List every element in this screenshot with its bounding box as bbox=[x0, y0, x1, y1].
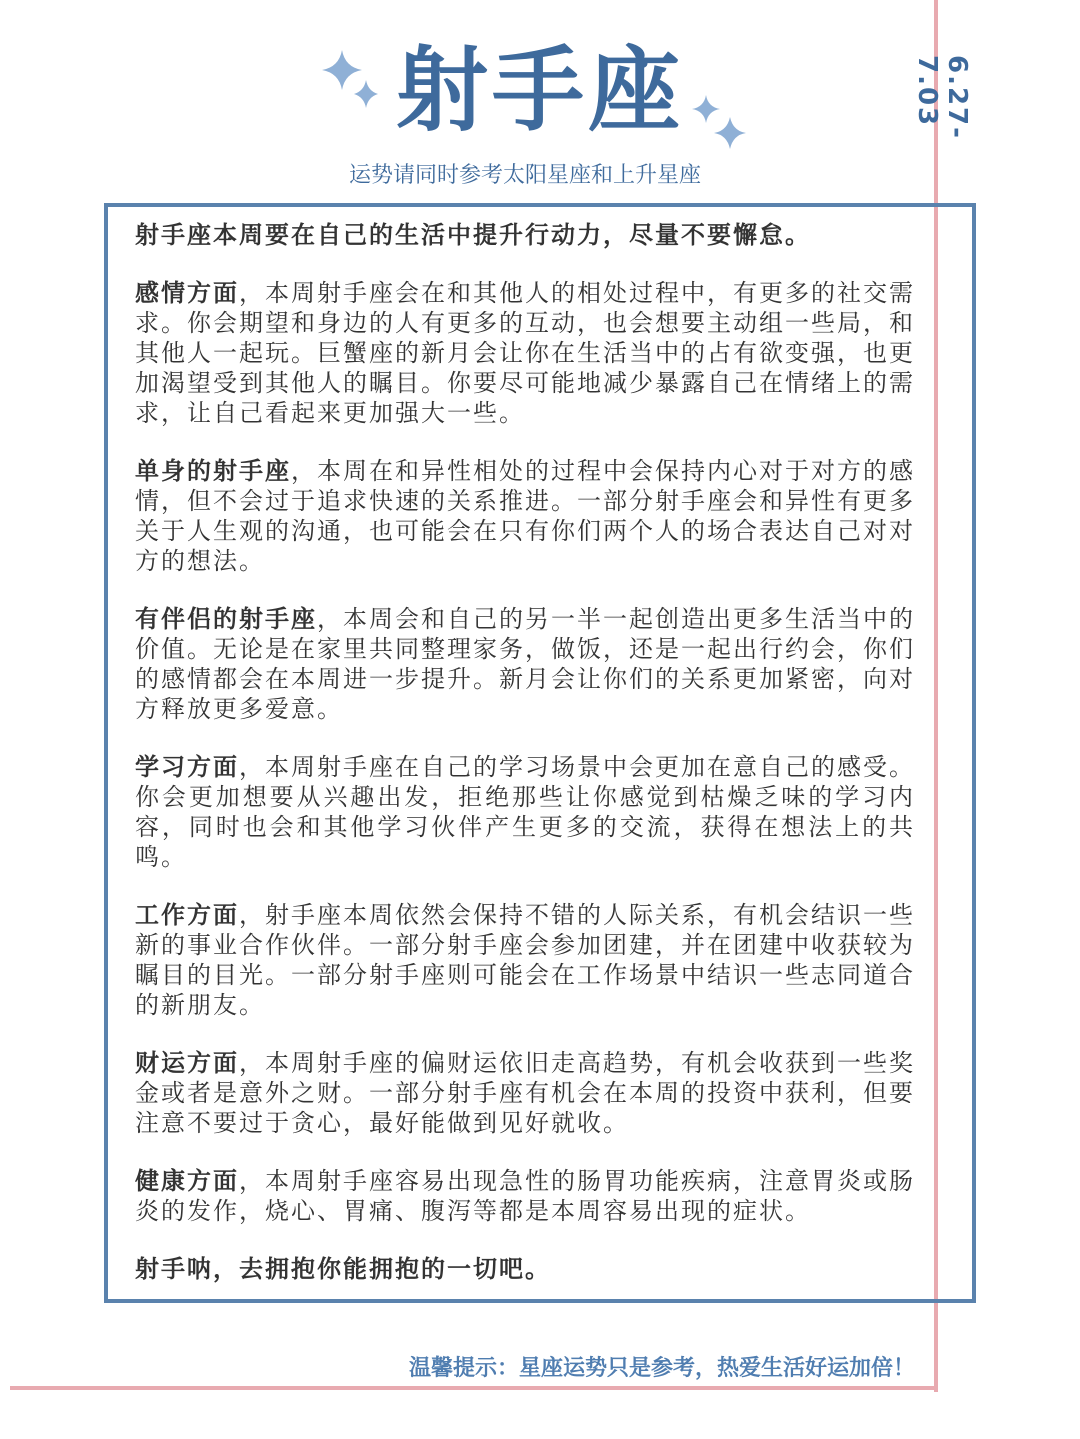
paragraph-lead: 工作方面 bbox=[135, 901, 239, 929]
pink-horizontal-line bbox=[10, 1386, 938, 1390]
paragraph-wealth bbox=[135, 1048, 915, 1138]
paragraph-single bbox=[135, 456, 915, 576]
paragraph-text: ，射手座本周依然会保持不错的人际关系，有机会结识一些新的事业合作伙伴。一部分射手座会参加团建，并在团建中收获较为瞩目的目光。一部分射手座则可能会在工作场景中结识一些志同道合的新朋友。 bbox=[135, 901, 915, 1019]
paragraph-lead: 学习方面 bbox=[135, 753, 239, 781]
paragraph-lead: 射手呐，去拥抱你能拥抱的一切吧。 bbox=[135, 1255, 551, 1283]
paragraph-partnered bbox=[135, 604, 915, 724]
paragraph-health bbox=[135, 1166, 915, 1226]
paragraph-love bbox=[135, 278, 915, 428]
paragraph-closing bbox=[135, 1254, 915, 1284]
footer-tip: 温馨提示：星座运势只是参考，热爱生活好运加倍！ bbox=[408, 1356, 915, 1381]
page-title: 射手座 bbox=[395, 37, 684, 144]
paragraph-lead: 有伴侣的射手座 bbox=[135, 605, 317, 633]
sparkle-icon bbox=[322, 50, 382, 110]
page-subtitle: 运势请同时参考太阳星座和上升星座 bbox=[348, 163, 701, 188]
paragraph-text: ，本周射手座会在和其他人的相处过程中，有更多的社交需求。你会期望和身边的人有更多的互动，也会想要主动组一些局，和其他人一起玩。巨蟹座的新月会让你在生活当中的占有欲变强，也更加渴望受到其他人的瞩目。你要尽可能地减少暴露自己在情绪上的需求，让自己看起来更加强大一些。 bbox=[135, 279, 915, 427]
paragraph-lead: 健康方面 bbox=[135, 1167, 239, 1195]
paragraph-text: ，本周在和异性相处的过程中会保持内心对于对方的感情，但不会过于追求快速的关系推进。一部分射手座会和异性有更多关于人生观的沟通，也可能会在只有你们两个人的场合表达自己对对方的想法。 bbox=[135, 457, 915, 575]
content-body bbox=[135, 220, 915, 1312]
paragraph-text: ，本周射手座在自己的学习场景中会更加在意自己的感受。你会更加想要从兴趣出发，拒绝那些让你感觉到枯燥乏味的学习内容，同时也会和其他学习伙伴产生更多的交流，获得在想法上的共鸣。 bbox=[135, 753, 915, 871]
paragraph-intro bbox=[135, 220, 915, 250]
paragraph-text: ，本周射手座容易出现急性的肠胃功能疾病，注意胃炎或肠炎的发作，烧心、胃痛、腹泻等都是本周容易出现的症状。 bbox=[135, 1167, 915, 1225]
paragraph-study bbox=[135, 752, 915, 872]
paragraph-lead: 感情方面 bbox=[135, 279, 239, 307]
paragraph-work bbox=[135, 900, 915, 1020]
paragraph-text: ，本周会和自己的另一半一起创造出更多生活当中的价值。无论是在家里共同整理家务，做饭，还是一起出行约会，你们的感情都会在本周进一步提升。新月会让你们的关系更加紧密，向对方释放更多爱意。 bbox=[135, 605, 915, 723]
paragraph-text: ，本周射手座的偏财运依旧走高趋势，有机会收获到一些奖金或者是意外之财。一部分射手座有机会在本周的投资中获利，但要注意不要过于贪心，最好能做到见好就收。 bbox=[135, 1049, 915, 1137]
date-range: 6.27-7.03 bbox=[912, 55, 972, 140]
paragraph-lead: 财运方面 bbox=[135, 1049, 239, 1077]
paragraph-lead: 射手座本周要在自己的生活中提升行动力，尽量不要懈怠。 bbox=[135, 221, 811, 249]
paragraph-lead: 单身的射手座 bbox=[135, 457, 291, 485]
